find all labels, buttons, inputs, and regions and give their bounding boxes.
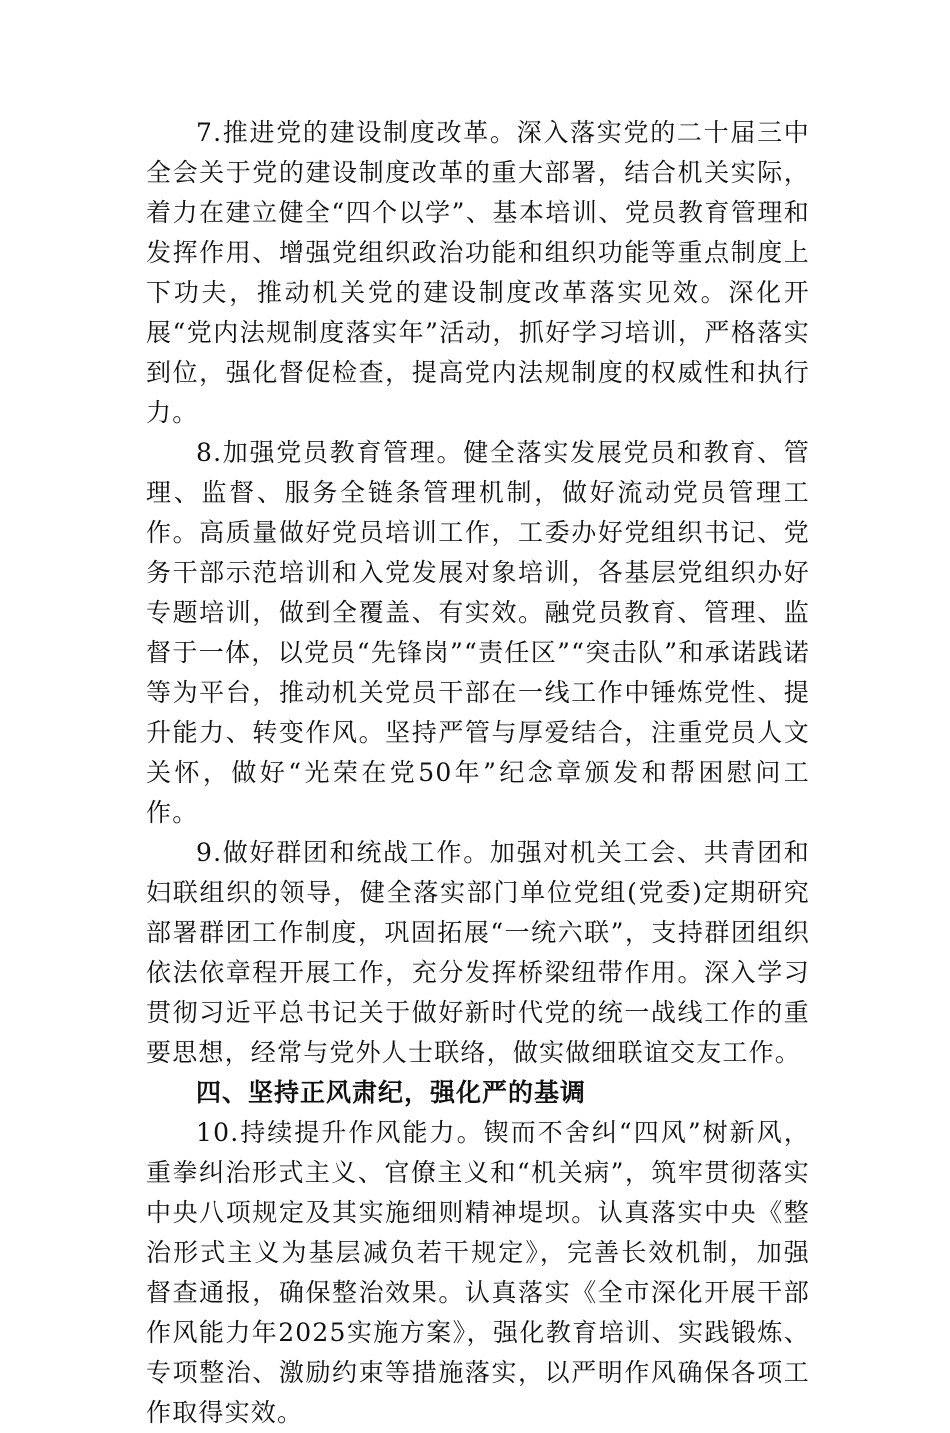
- paragraph-7-party-building-reform: 7.推进党的建设制度改革。深入落实党的二十届三中全会关于党的建设制度改革的重大部署，结合机关实际，着力在建立健全“四个以学”、基本培训、党员教育管理和发挥作用、增强党组织政治功能和组织功能等重点制度上下功夫，推动机关党的建设制度改革落实见效。深化开展“党内法规制度落实年”活动，抓好学习培训，严格落实到位，强化督促检查，提高党内法规制度的权威性和执行力。: [146, 118, 810, 427]
- document-body: [146, 113, 810, 1433]
- paragraph-9-mass-organizations: 9.做好群团和统战工作。加强对机关工会、共青团和妇联组织的领导，健全落实部门单位党组(党委)定期研究部署群团工作制度，巩固拓展“一统六联”，支持群团组织依法依章程开展工作，充分发挥桥梁纽带作用。深入学习贯彻习近平总书记关于做好新时代党的统一战线工作的重要思想，经常与党外人士联络，做实做细联谊交友工作。: [146, 838, 810, 1067]
- paragraph-10-work-style: 10.持续提升作风能力。锲而不舍纠“四风”树新风，重拳纠治形式主义、官僚主义和“机关病”，筑牢贯彻落实中央八项规定及其实施细则精神堤坝。认真落实中央《整治形式主义为基层减负若干规定》，完善长效机制，加强督查通报，确保整治效果。认真落实《全市深化开展干部作风能力年2025实施方案》，强化教育培训、实践锻炼、专项整治、激励约束等措施落实，以严明作风确保各项工作取得实效。: [146, 1118, 810, 1427]
- paragraph-8-party-member-education: 8.加强党员教育管理。健全落实发展党员和教育、管理、监督、服务全链条管理机制，做好流动党员管理工作。高质量做好党员培训工作，工委办好党组织书记、党务干部示范培训和入党发展对象培训，各基层党组织办好专题培训，做到全覆盖、有实效。融党员教育、管理、监督于一体，以党员“先锋岗”“责任区”“突击队”和承诺践诺等为平台，推动机关党员干部在一线工作中锤炼党性、提升能力、转变作风。坚持严管与厚爱结合，注重党员人文关怀，做好“光荣在党50年”纪念章颁发和帮困慰问工作。: [146, 438, 810, 827]
- section-heading-4: 四、坚持正风肃纪，强化严的基调: [196, 1078, 587, 1107]
